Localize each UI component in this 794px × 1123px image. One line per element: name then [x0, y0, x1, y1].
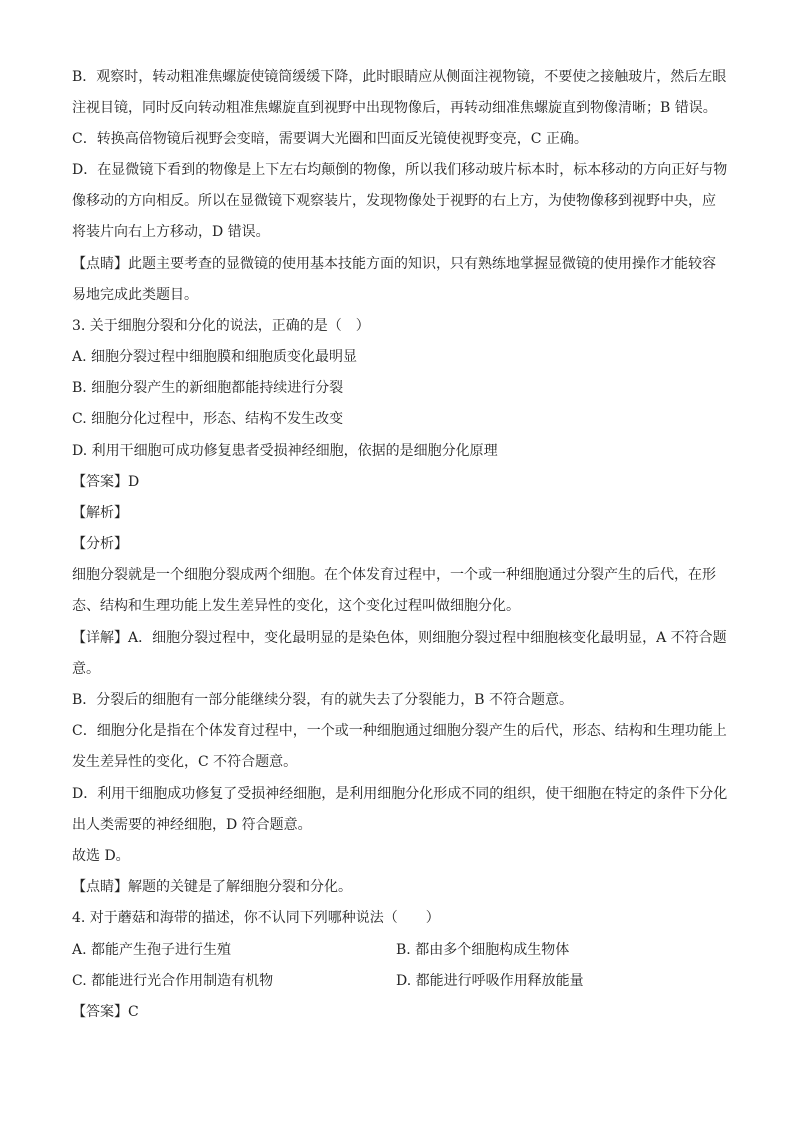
text-line: 故选 D。: [72, 848, 130, 864]
answer-label: 【答案】D: [72, 474, 140, 490]
analysis-heading: 【分析】: [72, 536, 128, 552]
question-3-stem: 3. 关于细胞分裂和分化的说法，正确的是（ ）: [72, 318, 370, 334]
text-line: 出人类需要的神经细胞，D 符合题意。: [72, 817, 312, 833]
text-line: C．转换高倍物镜后视野会变暗，需要调大光圈和凹面反光镜使视野变亮，C 正确。: [72, 131, 588, 147]
question-4-option-a: A. 都能产生孢子进行生殖: [72, 942, 232, 958]
question-4-answer: 【答案】C: [72, 1004, 139, 1020]
question-4-stem: 4. 对于蘑菇和海带的描述，你不认同下列哪种说法（ ）: [72, 910, 440, 926]
text-line: D．在显微镜下看到的物像是上下左右均颠倒的物像，所以我们移动玻片标本时，标本移动的方向正好与物: [72, 162, 728, 178]
text-line: 态、结构和生理功能上发生差异性的变化，这个变化过程叫做细胞分化。: [72, 598, 520, 614]
tip-line: 【点睛】解题的关键是了解细胞分裂和分化。: [72, 879, 352, 895]
question-3-option-d: D. 利用干细胞可成功修复患者受损神经细胞，依据的是细胞分化原理: [72, 443, 498, 459]
question-4-option-c: C. 都能进行光合作用制造有机物: [72, 973, 274, 989]
text-line: 像移动的方向相反。所以在显微镜下观察装片，发现物像处于视野的右上方，为使物像移到视野中央，应: [72, 193, 716, 209]
text-line: C．细胞分化是指在个体发育过程中，一个或一种细胞通过细胞分裂产生的后代，形态、结构和生理功能上: [72, 723, 727, 739]
text-line: 注视目镜，同时反向转动粗准焦螺旋直到视野中出现物像后，再转动细准焦螺旋直到物像清晰；B 错误。: [72, 100, 717, 116]
text-line: 将装片向右上方移动，D 错误。: [72, 224, 270, 240]
text-line: 发生差异性的变化，C 不符合题意。: [72, 754, 298, 770]
question-4-option-d: D. 都能进行呼吸作用释放能量: [396, 973, 584, 989]
text-line: B．分裂后的细胞有一部分能继续分裂，有的就失去了分裂能力，B 不符合题意。: [72, 692, 574, 708]
question-3-option-c: C. 细胞分化过程中，形态、结构不发生改变: [72, 411, 344, 427]
text-line: 【点睛】此题主要考查的显微镜的使用基本技能方面的知识，只有熟练地掌握显微镜的使用操作才能较容: [72, 256, 716, 272]
text-line: 意。: [72, 661, 100, 677]
text-line: 【详解】A．细胞分裂过程中，变化最明显的是染色体，则细胞分裂过程中细胞核变化最明显，A 不符合题: [72, 630, 727, 646]
question-3-option-b: B. 细胞分裂产生的新细胞都能持续进行分裂: [72, 380, 344, 396]
question-3-option-a: A. 细胞分裂过程中细胞膜和细胞质变化最明显: [72, 349, 358, 365]
text-line: 易地完成此类题目。: [72, 287, 198, 303]
analysis-label: 【解析】: [72, 505, 128, 521]
text-line: 细胞分裂就是一个细胞分裂成两个细胞。在个体发育过程中，一个或一种细胞通过分裂产生的后代，在形: [72, 567, 716, 583]
text-line: B．观察时，转动粗准焦螺旋使镜筒缓缓下降，此时眼睛应从侧面注视物镜，不要使之接触玻片，然后左眼: [72, 69, 727, 85]
question-4-option-b: B. 都由多个细胞构成生物体: [396, 942, 570, 958]
text-line: D．利用干细胞成功修复了受损神经细胞，是利用细胞分化形成不同的组织，使干细胞在特定的条件下分化: [72, 786, 728, 802]
